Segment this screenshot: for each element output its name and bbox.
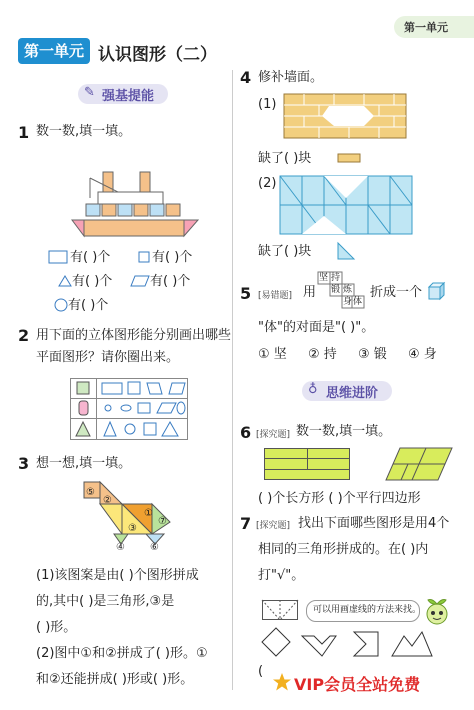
q3-text: 想一想,填一填。 bbox=[36, 456, 132, 471]
solids-table bbox=[70, 378, 188, 440]
unit-tab: 第一单元 bbox=[394, 16, 474, 38]
q1-text: 数一数,填一填。 bbox=[36, 124, 132, 139]
triangle-piece-icon bbox=[337, 242, 355, 260]
brick-icon bbox=[337, 153, 361, 163]
q2-number: 2 bbox=[18, 326, 30, 345]
example-rectangle bbox=[262, 600, 298, 620]
hint-bubble: 可以用画虚线的方法来找。 bbox=[306, 600, 420, 622]
page-title: 认识图形（二） bbox=[98, 45, 217, 65]
cube-icon bbox=[428, 282, 446, 300]
pencil-icon: ✎ bbox=[84, 85, 95, 100]
square-shape-icon bbox=[138, 251, 150, 263]
section-advanced: ♁ 思维进阶 bbox=[302, 381, 392, 401]
star-icon bbox=[272, 672, 292, 692]
brick-wall bbox=[284, 94, 406, 138]
q4-text: 修补墙面。 bbox=[258, 70, 324, 85]
circle-shape-icon bbox=[54, 298, 68, 312]
q1-number: 1 bbox=[18, 123, 30, 142]
vip-banner[interactable]: VIP会员全站免费 bbox=[294, 675, 421, 694]
q3-number: 3 bbox=[18, 454, 30, 473]
q6-number: 6 bbox=[240, 423, 252, 442]
q7-number: 7 bbox=[240, 514, 252, 533]
ship-figure bbox=[70, 168, 200, 240]
tangram-figure bbox=[80, 478, 190, 556]
parallelograms-figure bbox=[386, 448, 452, 480]
unit-badge: 第一单元 bbox=[18, 38, 90, 64]
q2-line2: 平面图形？请你圈出来。 bbox=[36, 350, 180, 365]
mascot-sprout-icon bbox=[422, 596, 452, 626]
triangle-shape-icon bbox=[58, 275, 72, 287]
section-basic: ✎ 强基提能 bbox=[78, 84, 168, 104]
rectangle-shape-icon bbox=[48, 250, 68, 264]
parallelogram-shape-icon bbox=[130, 275, 150, 287]
q4-number: 4 bbox=[240, 68, 252, 87]
medal-icon: ♁ bbox=[308, 382, 318, 397]
column-divider bbox=[232, 70, 233, 690]
candidate-shapes bbox=[262, 628, 452, 664]
q5-number: 5 bbox=[240, 284, 252, 303]
triangle-wall bbox=[280, 176, 412, 234]
q2-line1: 用下面的立体图形能分别画出哪些 bbox=[36, 328, 232, 343]
rectangles-figure bbox=[264, 448, 350, 480]
